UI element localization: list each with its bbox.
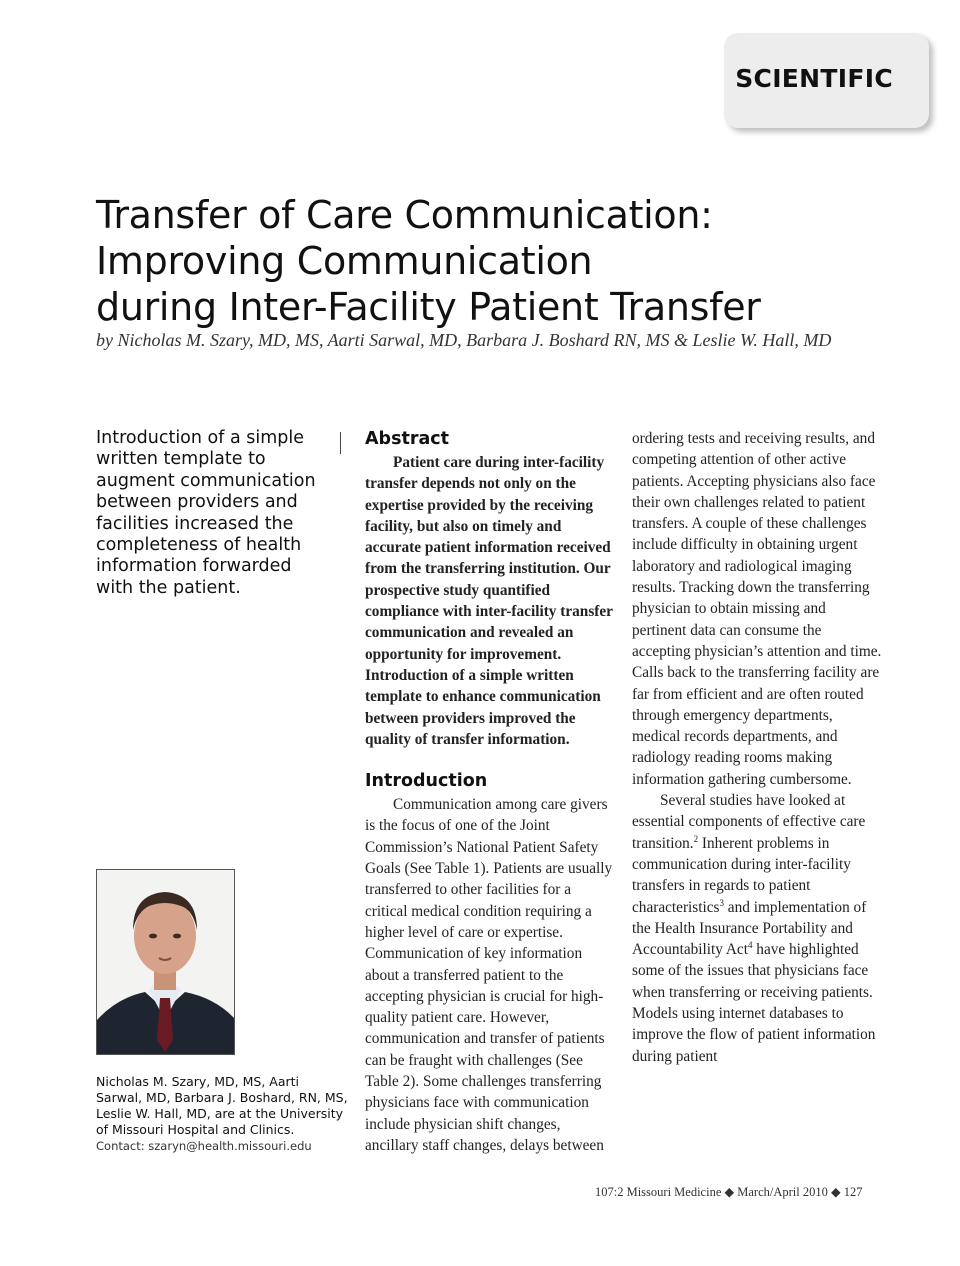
section-tab-label: SCIENTIFIC: [735, 64, 893, 93]
citation-3: 3: [719, 897, 724, 908]
paragraph-text: Inherent problems in communication during inter-facility transfers in regards to patient characteristics: [632, 834, 851, 916]
title-line: during Inter-Facility Patient Transfer: [96, 285, 761, 329]
paragraph-text: have highlighted some of the issues that physicians face when transferring or receiving patients. Models using internet databases to improve the flow of patient information during patient: [632, 941, 876, 1065]
section-tab: [724, 33, 929, 128]
citation-4: 4: [747, 940, 753, 951]
introduction-paragraph-1-continued: ordering tests and receiving results, and competing attention of other active patients. Accepting physicians also face their own challenges related to patient transfers. A couple of these challenges include difficulty in obtaining urgent laboratory and radiological imaging results. Tracking down the transferring physician to obtain missing and pertinent data can consume the accepting physician’s attention and time. Calls back to the transferring facility are far from efficient and are often routed through emergency departments, medical records departments, and radiology reading rooms making information gathering cumbersome.: [632, 430, 882, 788]
title-line: Improving Communication: [96, 239, 593, 283]
introduction-paragraph-2: [632, 790, 882, 1067]
page-footer: 107:2 Missouri Medicine ◆ March/April 2010 ◆ 127: [595, 1185, 863, 1199]
pull-quote: Introduction of a simple written template to augment communication between providers and facilities increased the completeness of health information forwarded with the patient.: [96, 428, 316, 598]
contact-email: Contact: szaryn@health.missouri.edu: [96, 1139, 312, 1153]
paragraph-text: Several studies have looked at essential components of effective care transition.: [632, 792, 866, 852]
citation-2: 2: [693, 833, 699, 844]
byline: by Nicholas M. Szary, MD, MS, Aarti Sarwal, MD, Barbara J. Boshard RN, MS & Leslie W. Hall, MD: [96, 330, 832, 350]
title-line: Transfer of Care Communication:: [96, 193, 713, 237]
introduction-paragraph-1: Communication among care givers is the focus of one of the Joint Commission’s National Patient Safety Goals (See Table 1). Patients are usually transferred to other facilities for a critical medical condition requiring a higher level of care or expertise. Communication of key information about a transferred patient to the accepting physician is crucial for high-quality patient care. However, communication and transfer of patients can be fraught with challenges (See Table 2). Some challenges transferring physicians face with communication include physician shift changes, ancillary staff changes, delays between: [365, 796, 613, 1154]
author-caption: Nicholas M. Szary, MD, MS, Aarti Sarwal, MD, Barbara J. Boshard, RN, MS, Leslie W. Hall, MD, are at the University of Missouri Hospital and Clinics.: [96, 1074, 348, 1137]
author-caption-block: [96, 1074, 348, 1154]
introduction-heading: Introduction: [365, 771, 488, 792]
author-photo: [96, 869, 235, 1055]
column-divider: [340, 432, 341, 454]
abstract-heading: Abstract: [365, 429, 450, 449]
article-column-3: [632, 428, 882, 1067]
author-portrait-image: [97, 870, 234, 1054]
article-title: [96, 192, 916, 330]
paragraph-text: and implementation of the Health Insurance Portability and Accountability Act: [632, 898, 867, 959]
article-column-2: [365, 428, 613, 1156]
abstract-body: Patient care during inter-facility transfer depends not only on the expertise provided by the receiving facility, but also on timely and accurate patient information received from the transferring institution. Our prospective study quantified compliance with inter-facility transfer communication and revealed an opportunity for improvement. Introduction of a simple written template to enhance communication between providers improved the quality of transfer information.: [365, 454, 613, 748]
